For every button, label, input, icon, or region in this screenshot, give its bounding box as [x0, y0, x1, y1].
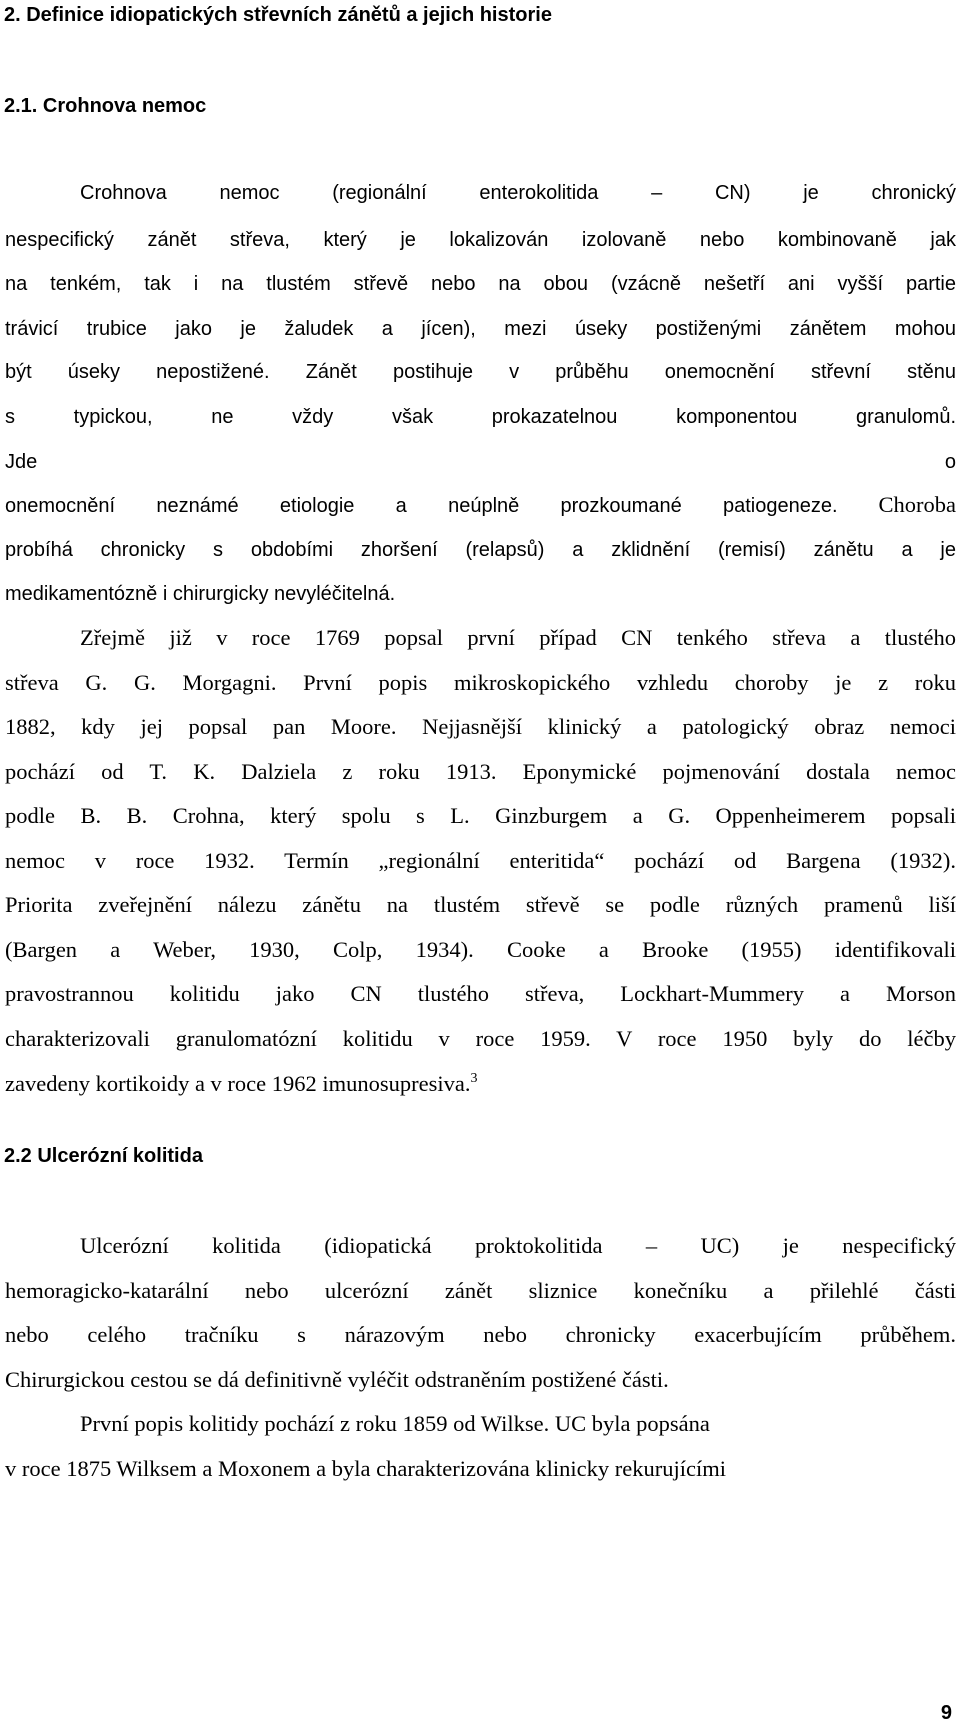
section-title-uc: 2.2 Ulcerózní kolitida	[4, 1145, 203, 1167]
text-line: Priorita zveřejnění nálezu zánětu na tlustém střevě se podle různých pramenů liší	[5, 892, 956, 917]
text-segment: onemocnění neznámé etiologie a neúplně prozkoumané patiogeneze.	[5, 495, 838, 517]
text-line: podle B. B. Crohna, který spolu s L. Ginzburgem a G. Oppenheimerem popsali	[5, 803, 956, 828]
text-line: probíhá chronicky s obdobími zhoršení (relapsů) a zklidnění (remisí) zánětu a je	[5, 539, 956, 561]
text-line: Zřejmě již v roce 1769 popsal první případ CN tenkého střeva a tlustého	[80, 625, 956, 650]
text-line: nemoc v roce 1932. Termín „regionální enteritida“ pochází od Bargena (1932).	[5, 848, 956, 873]
text-line: hemoragicko-katarální nebo ulcerózní zánět sliznice konečníku a přilehlé části	[5, 1278, 956, 1303]
text-line: střeva G. G. Morgagni. První popis mikroskopického vzhledu choroby je z roku	[5, 670, 956, 695]
section-title-crohn: 2.1. Crohnova nemoc	[4, 95, 207, 117]
text-line: První popis kolitidy pochází z roku 1859 od Wilkse. UC byla popsána	[80, 1411, 710, 1436]
text-segment: být úseky nepostižené.	[5, 361, 270, 383]
text-segment: Jde o	[5, 451, 956, 473]
text-line: trávicí trubice jako je žaludek a jícen), mezi úseky postiženými zánětem mohou	[5, 318, 956, 340]
text-line: v roce 1875 Wilksem a Moxonem a byla charakterizována klinicky rekurujícími	[5, 1456, 726, 1481]
text-line: charakterizovali granulomatózní kolitidu v roce 1959. V roce 1950 byly do léčby	[5, 1026, 956, 1051]
text-segment: Choroba	[878, 492, 956, 517]
text-line: Crohnova nemoc (regionální enterokolitida – CN) je chronický	[80, 182, 956, 204]
text-segment: Zánět postihuje v průběhu onemocnění střevní stěnu	[305, 361, 956, 383]
footnote-ref: 3	[470, 1071, 478, 1086]
text-segment: zavedeny kortikoidy a v roce 1962 imunosupresiva.	[5, 1071, 471, 1096]
text-line	[5, 490, 956, 520]
text-line: nebo celého tračníku s nárazovým nebo chronicky exacerbujícím průběhem.	[5, 1322, 956, 1347]
text-line: pravostrannou kolitidu jako CN tlustého střeva, Lockhart-Mummery a Morson	[5, 981, 956, 1006]
text-line: pochází od T. K. Dalziela z roku 1913. Eponymické pojmenování dostala nemoc	[5, 759, 956, 784]
text-line	[5, 357, 956, 387]
chapter-title: 2. Definice idiopatických střevních zánětů a jejich historie	[4, 4, 552, 26]
text-line	[5, 1069, 956, 1099]
text-line: nespecifický zánět střeva, který je lokalizován izolovaně nebo kombinovaně jak	[5, 229, 956, 251]
text-line: 1882, kdy jej popsal pan Moore. Nejjasnější klinický a patologický obraz nemoci	[5, 714, 956, 739]
text-line: na tenkém, tak i na tlustém střevě nebo na obou (vzácně nešetří ani vyšší partie	[5, 273, 956, 295]
text-line: s typickou, ne vždy však prokazatelnou komponentou granulomů.	[5, 406, 956, 428]
text-line: Ulcerózní kolitida (idiopatická proktokolitida – UC) je nespecifický	[80, 1233, 956, 1258]
text-line: (Bargen a Weber, 1930, Colp, 1934). Cooke a Brooke (1955) identifikovali	[5, 937, 956, 962]
page-number: 9	[940, 1702, 952, 1724]
text-line: Chirurgickou cestou se dá definitivně vyléčit odstraněním postižené části.	[5, 1367, 669, 1392]
text-line: medikamentózně i chirurgicky nevyléčitelná.	[5, 583, 396, 605]
text-line	[5, 446, 956, 476]
